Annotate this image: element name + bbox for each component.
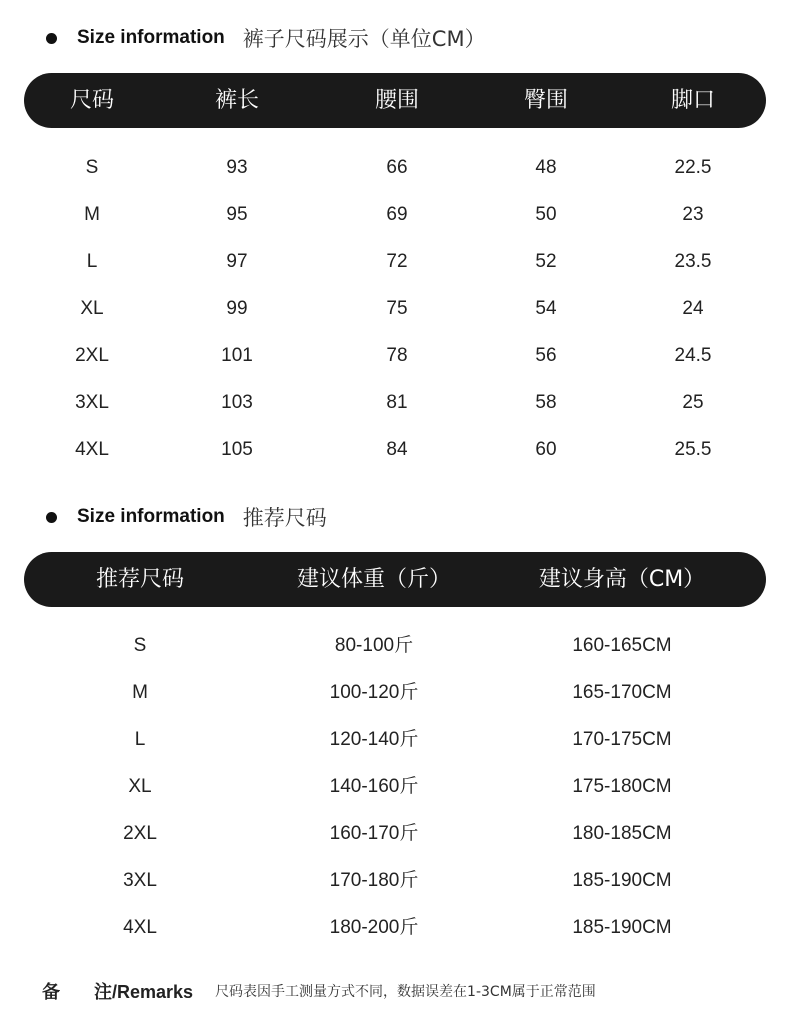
table-cell: 100-120斤 — [329, 682, 419, 703]
table-cell: 140-160斤 — [329, 776, 419, 797]
table-cell: 4XL — [123, 917, 157, 938]
size-table-header — [24, 73, 766, 128]
table-cell: 170-180斤 — [329, 870, 419, 891]
table-cell: 24.5 — [674, 345, 712, 366]
remarks-label-1: 备 — [42, 982, 60, 1002]
table-row — [0, 678, 790, 708]
table-cell: L — [86, 251, 98, 272]
bullet-icon — [46, 33, 57, 44]
table-cell: 120-140斤 — [329, 729, 419, 750]
section2-title-cn: 推荐尺码 — [242, 506, 327, 530]
table-cell: 52 — [535, 251, 557, 272]
table-cell: 101 — [221, 345, 253, 366]
table-cell: 180-200斤 — [329, 917, 419, 938]
table-cell: 48 — [535, 157, 557, 178]
table-cell: XL — [80, 298, 104, 319]
table-cell: L — [134, 729, 146, 750]
table-row — [0, 388, 790, 418]
table-cell: 72 — [386, 251, 408, 272]
table-cell: 69 — [386, 204, 408, 225]
table-cell: 50 — [535, 204, 557, 225]
table-cell: 2XL — [123, 823, 157, 844]
section2-title — [46, 501, 327, 533]
remarks — [42, 978, 596, 1004]
table-row — [0, 153, 790, 183]
table-cell: 105 — [221, 439, 253, 460]
table-cell: 66 — [386, 157, 408, 178]
section1-title-cn: 裤子尺码展示（单位CM） — [242, 27, 486, 51]
table-cell: 97 — [226, 251, 248, 272]
table-cell: 160-170斤 — [329, 823, 419, 844]
table-row — [0, 247, 790, 277]
table-cell: XL — [128, 776, 152, 797]
table-row — [0, 200, 790, 230]
table-cell: 60 — [535, 439, 557, 460]
header-cell: 脚口 — [670, 88, 716, 113]
recommend-table-header — [24, 552, 766, 607]
section1-title — [46, 22, 486, 54]
table-cell: 170-175CM — [572, 729, 672, 750]
table-cell: 180-185CM — [572, 823, 672, 844]
table-row — [0, 631, 790, 661]
bullet-icon — [46, 512, 57, 523]
table-row — [0, 866, 790, 896]
table-cell: 22.5 — [674, 157, 712, 178]
section1-title-en: Size information — [77, 27, 225, 48]
table-cell: 54 — [535, 298, 557, 319]
table-cell: 175-180CM — [572, 776, 672, 797]
header-cell: 腰围 — [374, 88, 420, 113]
table-cell: M — [132, 682, 148, 703]
table-row — [0, 819, 790, 849]
table-cell: 80-100斤 — [334, 635, 414, 656]
header-cell: 推荐尺码 — [95, 567, 185, 592]
table-cell: 58 — [535, 392, 557, 413]
table-row — [0, 341, 790, 371]
table-cell: 2XL — [75, 345, 109, 366]
table-cell: 3XL — [75, 392, 109, 413]
header-cell: 建议体重（斤） — [296, 567, 452, 592]
table-cell: 95 — [226, 204, 248, 225]
table-cell: 3XL — [123, 870, 157, 891]
table-cell: 103 — [221, 392, 253, 413]
table-cell: 56 — [535, 345, 557, 366]
table-cell: M — [84, 204, 100, 225]
table-cell: 78 — [386, 345, 408, 366]
table-row — [0, 772, 790, 802]
section2-title-en: Size information — [77, 506, 225, 527]
table-cell: 185-190CM — [572, 870, 672, 891]
remarks-text: 尺码表因手工测量方式不同，数据误差在1-3CM属于正常范围 — [215, 984, 596, 1000]
table-cell: 165-170CM — [572, 682, 672, 703]
header-cell: 建议身高（CM） — [538, 567, 706, 592]
table-cell: S — [133, 635, 147, 656]
table-cell: 23 — [682, 204, 704, 225]
table-cell: 25 — [682, 392, 704, 413]
table-cell: 160-165CM — [572, 635, 672, 656]
table-cell: 185-190CM — [572, 917, 672, 938]
table-cell: 4XL — [75, 439, 109, 460]
table-cell: S — [85, 157, 99, 178]
table-cell: 25.5 — [674, 439, 712, 460]
header-cell: 尺码 — [69, 88, 115, 113]
table-row — [0, 435, 790, 465]
table-row — [0, 725, 790, 755]
header-cell: 臀围 — [523, 88, 569, 113]
table-cell: 93 — [226, 157, 248, 178]
header-cell: 裤长 — [214, 88, 260, 113]
table-cell: 75 — [386, 298, 408, 319]
table-cell: 24 — [682, 298, 704, 319]
table-row — [0, 913, 790, 943]
table-cell: 99 — [226, 298, 248, 319]
table-cell: 23.5 — [674, 251, 712, 272]
table-cell: 84 — [386, 439, 408, 460]
table-row — [0, 294, 790, 324]
table-cell: 81 — [386, 392, 408, 413]
remarks-label-2: 注/Remarks — [94, 982, 194, 1002]
